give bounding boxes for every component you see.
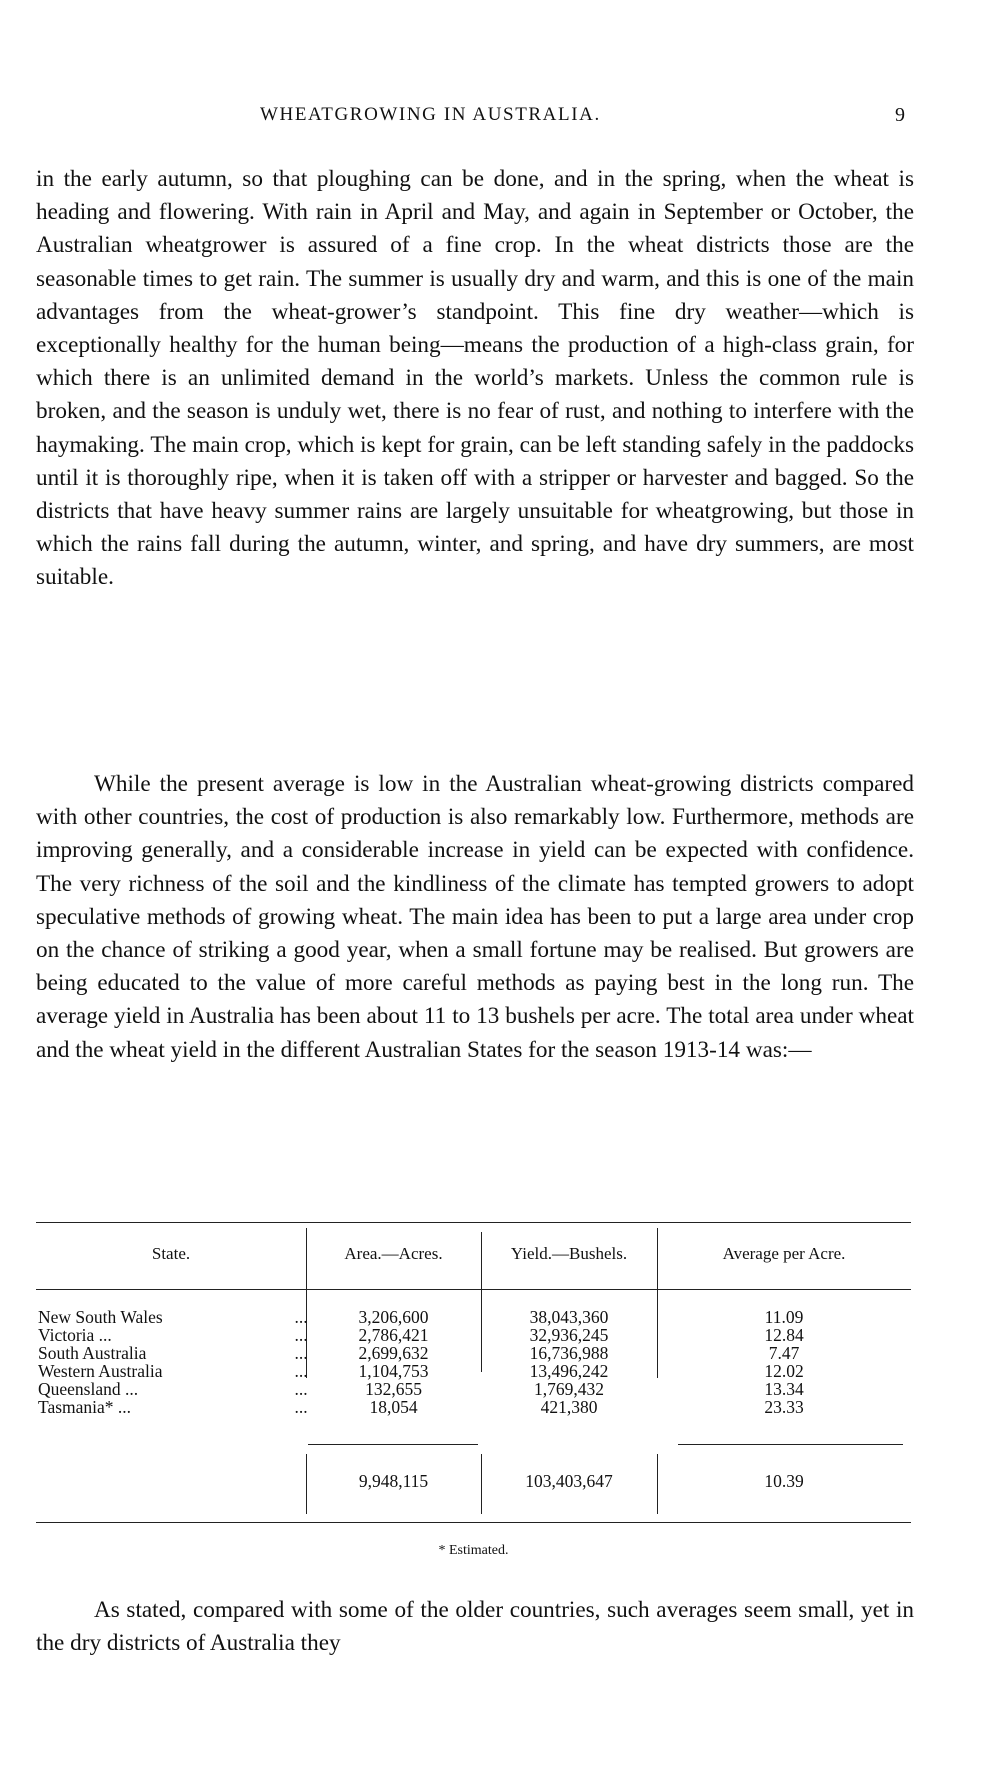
row-area: 3,206,600 <box>358 1307 429 1327</box>
row-yield: 421,380 <box>540 1397 598 1417</box>
row-yield: 16,736,988 <box>529 1343 609 1363</box>
row-leader: ... <box>294 1361 308 1381</box>
row-area: 18,054 <box>369 1397 418 1417</box>
row-leader: ... <box>294 1343 308 1363</box>
row-yield: 13,496,242 <box>529 1361 609 1381</box>
running-title: WHEATGROWING IN AUSTRALIA. <box>260 104 601 125</box>
row-leader: ... <box>294 1307 308 1327</box>
row-leader: ... <box>294 1379 308 1399</box>
header-yield: Yield.—Bushels. <box>510 1244 628 1263</box>
paragraph-3: As stated, compared with some of the older countries, such averages seem small, yet in the dry districts of Australia they <box>36 1597 914 1657</box>
header-average: Average per Acre. <box>722 1244 846 1263</box>
row-average: 12.84 <box>764 1325 804 1345</box>
header-rule <box>36 1289 911 1290</box>
row-average: 23.33 <box>764 1397 804 1417</box>
row-leader: ... <box>294 1325 308 1345</box>
row-state: Victoria ... <box>38 1325 112 1345</box>
subtotal-rule <box>308 1444 478 1445</box>
total-yield: 103,403,647 <box>525 1471 613 1491</box>
paragraph-1: in the early autumn, so that ploughing can be done, and in the spring, when the wheat is heading and flowering. With rain in April and May, and again in September or October, the Australian wheatgrower is assured of a fine crop. In the wheat districts those are the seasonable times to get rain. The summer is usually dry and warm, and this is one of the main advantages from the wheat-grower’s standpoint. This fine dry weather—which is exceptionally healthy for the human being—means the production of a high-class grain, for which there is an unlimited demand in the world’s markets. Unless the common rule is broken, and the season is unduly wet, there is no fear of rust, and nothing to interfere with the haymaking. The main crop, which is kept for grain, can be left standing safely in the paddocks until it is thoroughly ripe, when it is taken off with a stripper or harvester and bagged. So the districts that have heavy summer rains are largely unsuitable for wheatgrowing, but those in which the rains fall during the autumn, winter, and spring, and have dry summers, are most suitable. <box>36 166 914 591</box>
row-state: Tasmania* ... <box>38 1397 132 1417</box>
row-leader: ... <box>294 1397 308 1417</box>
row-yield: 32,936,245 <box>529 1325 609 1345</box>
subtotal-rule <box>678 1444 903 1445</box>
row-average: 13.34 <box>764 1379 804 1399</box>
table-top-rule <box>36 1222 911 1223</box>
row-area: 1,104,753 <box>358 1361 429 1381</box>
header-area: Area.—Acres. <box>344 1244 443 1263</box>
page-header <box>0 104 1000 134</box>
row-area: 2,786,421 <box>358 1325 429 1345</box>
table-footnote: * Estimated. <box>438 1543 509 1558</box>
total-area: 9,948,115 <box>358 1471 429 1491</box>
total-average: 10.39 <box>764 1471 804 1491</box>
row-area: 2,699,632 <box>358 1343 429 1363</box>
row-state: New South Wales <box>38 1307 163 1327</box>
header-state: State. <box>151 1244 191 1263</box>
page-number: 9 <box>895 104 905 126</box>
row-area: 132,655 <box>365 1379 422 1399</box>
row-yield: 38,043,360 <box>529 1307 609 1327</box>
row-average: 12.02 <box>764 1361 804 1381</box>
table-bottom-rule <box>36 1522 911 1523</box>
row-yield: 1,769,432 <box>534 1379 604 1399</box>
row-average: 11.09 <box>764 1307 804 1327</box>
row-average: 7.47 <box>768 1343 800 1363</box>
row-state: South Australia <box>38 1343 147 1363</box>
row-state: Western Australia <box>38 1361 163 1381</box>
row-state: Queensland ... <box>38 1379 139 1399</box>
paragraph-2: While the present average is low in the Australian wheat-growing districts compared with other countries, the cost of production is also remarkably low. Furthermore, methods are improving generally, and a considerable increase in yield can be expected with confidence. The very richness of the soil and the kindliness of the climate has tempted growers to adopt speculative methods of growing wheat. The main idea has been to put a large area under crop on the chance of striking a good year, when a small fortune may be realised. But growers are being educated to the value of more careful methods as paying best in the long run. The average yield in Australia has been about 11 to 13 bushels per acre. The total area under wheat and the wheat yield in the different Australian States for the season 1913-14 was:— <box>36 771 914 1063</box>
